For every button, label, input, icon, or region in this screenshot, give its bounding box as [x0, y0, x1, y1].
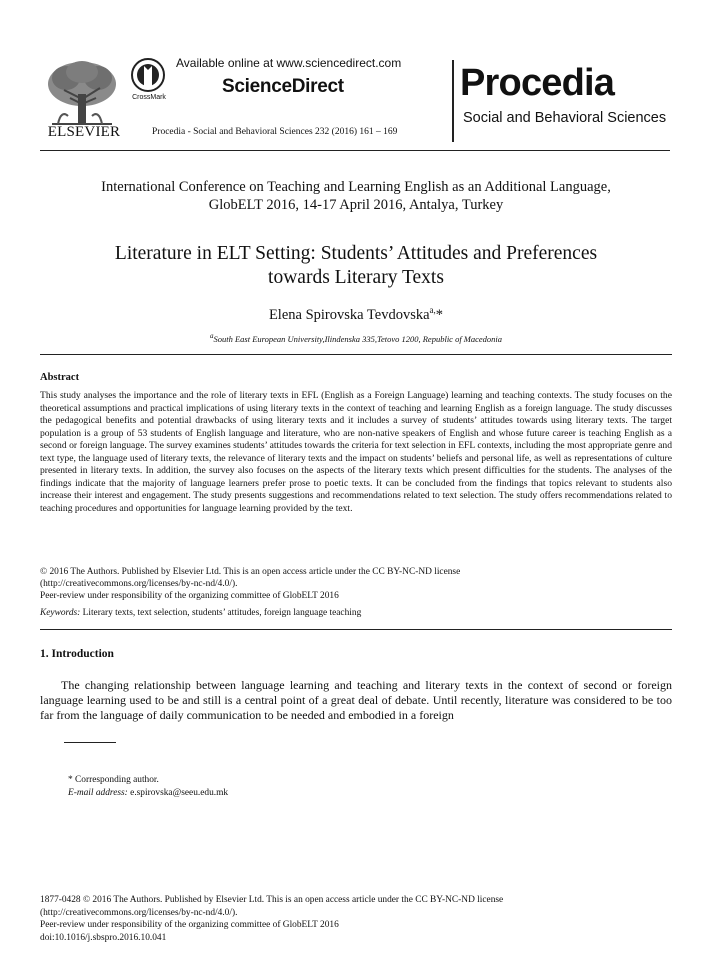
email-address[interactable]: e.spirovska@seeu.edu.mk: [127, 788, 229, 798]
sciencedirect-logo-text[interactable]: ScienceDirect: [222, 76, 344, 97]
footnote: [68, 774, 228, 800]
crossmark-label: CrossMark: [132, 94, 166, 101]
license-line-1: © 2016 The Authors. Published by Elsevier Ltd. This is an open access article under the CC BY-NC-ND license: [40, 567, 461, 577]
keywords-text: Literary texts, text selection, students’ attitudes, foreign language teaching: [80, 608, 362, 618]
author: [40, 305, 672, 324]
section-heading-introduction: 1. Introduction: [40, 648, 114, 660]
paper-title: [40, 242, 672, 290]
keywords-label: Keywords:: [40, 608, 81, 618]
corresponding-star: *: [435, 306, 444, 323]
email-label: E-mail address:: [68, 788, 128, 798]
license-line-3: Peer-review under responsibility of the organizing committee of GlobELT 2016: [40, 591, 339, 601]
conference-line-2: GlobELT 2016, 14-17 April 2016, Antalya, Turkey: [208, 197, 504, 213]
journal-reference: Procedia - Social and Behavioral Sciences 232 (2016) 161 – 169: [152, 127, 398, 137]
footnote-divider: [64, 742, 116, 743]
abstract-bottom-divider: [40, 629, 672, 630]
procedia-subtitle: Social and Behavioral Sciences: [463, 110, 667, 126]
affiliation: [40, 332, 672, 344]
license-statement: [40, 566, 672, 602]
available-online-text: Available online at www.sciencedirect.com: [176, 56, 402, 70]
publisher-name: ELSEVIER: [47, 124, 121, 140]
conference-heading: [40, 178, 672, 214]
author-name: Elena Spirovska Tevdovska: [268, 306, 430, 323]
abstract-top-divider: [40, 354, 672, 355]
abstract-heading: Abstract: [40, 372, 80, 383]
affiliation-mark: a: [209, 332, 214, 340]
corresponding-author-note: * Corresponding author.: [68, 775, 159, 785]
keywords: [40, 608, 672, 618]
introduction-paragraph: The changing relationship between language learning and teaching and literary texts in the context of second or foreign language learning used to be and still is a central point of a great deal of debate. Until recently, literature was considered to be too far from the language of daily communication to be needed and embodied in a foreign: [40, 678, 672, 722]
footer-doi[interactable]: doi:10.1016/j.sbspro.2016.10.041: [40, 932, 167, 943]
affiliation-text: South East European University,Ilindenska 335,Tetovo 1200, Republic of Macedonia: [213, 333, 503, 344]
procedia-title: Procedia: [460, 62, 615, 104]
footer-copyright: 1877-0428 © 2016 The Authors. Published by Elsevier Ltd. This is an open access article under the CC BY-NC-ND license: [40, 895, 504, 905]
email-line: [68, 787, 228, 800]
abstract-body: This study analyses the importance and the role of literary texts in EFL (English as a Foreign Language) learning and teaching contexts. The study focuses on the theoretical assumptions and practical implications of using literary texts in the context of teaching and learning English as a foreign language. The study discusses the pedagogical benefits and potential drawbacks of using literary texts and it includes a survey of students’ attitudes towards using literary texts. The target population is a group of 53 students of English language and literature, who are non-native speakers of English and whose future career is teaching English as a second or foreign language. The survey examines students’ attitudes towards the criteria for text selection in EFL contexts, including the most appropriate genre and text type, the language used of literary texts, the relevance of literary texts and the impact on students’ beliefs and personal life, as well as representations of culture presented in literary texts. In addition, the survey also focuses on the aspects of the literary texts which present difficulties for the students. The analyses of the findings indicate that the majority of language learners prefer prose to poetic texts. It can be concluded from the findings that topics relevant to students also increase their interest and engagement. The study presents suggestions and recommendations related to text selection. The study offers recommendations related to teaching procedures and opportunities for language learning provided by the text.: [40, 390, 672, 514]
crossmark-icon[interactable]: [131, 58, 165, 92]
license-link[interactable]: (http://creativecommons.org/licenses/by-nc-nd/4.0/).: [40, 579, 238, 589]
author-affiliation-mark: a,: [429, 305, 436, 315]
footer-license-link[interactable]: (http://creativecommons.org/licenses/by-nc-nd/4.0/).: [40, 907, 238, 918]
page-footer: [40, 894, 672, 944]
conference-line-1: International Conference on Teaching and Learning English as an Additional Language,: [101, 179, 611, 195]
header-divider: [40, 150, 670, 151]
footer-peer-review: Peer-review under responsibility of the organizing committee of GlobELT 2016: [40, 920, 339, 930]
paper-title-line-1: Literature in ELT Setting: Students’ Attitudes and Preferences: [114, 243, 598, 264]
paper-title-line-2: towards Literary Texts: [268, 267, 444, 288]
